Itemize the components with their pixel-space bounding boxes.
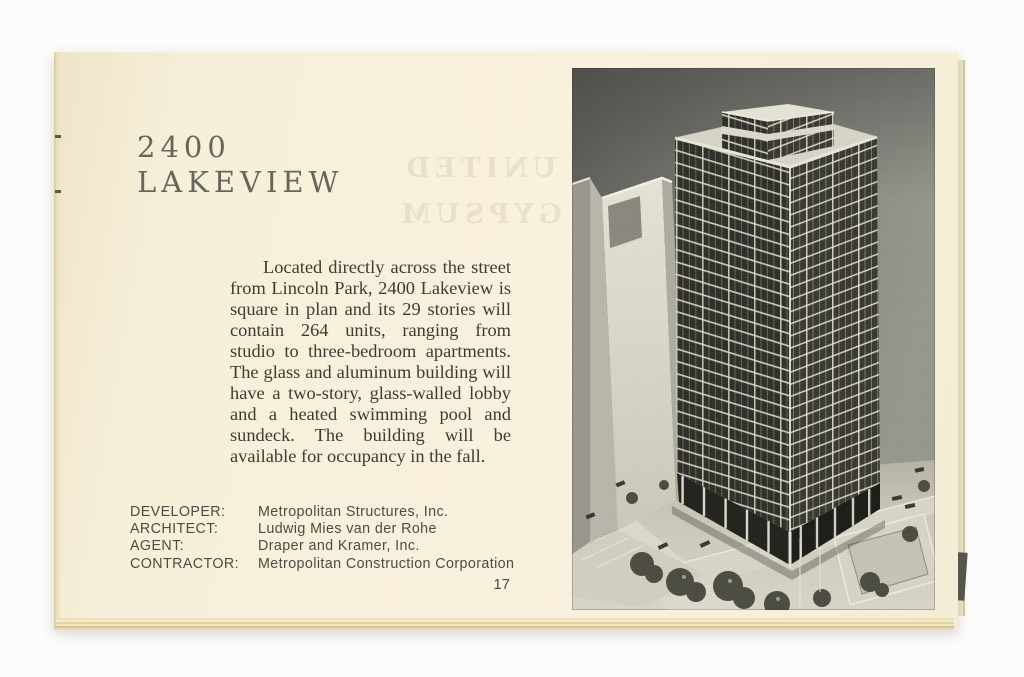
title-line-name: LAKEVIEW (137, 165, 344, 199)
page-number: 17 (493, 576, 510, 593)
credit-value: Ludwig Mies van der Rohe (258, 521, 437, 538)
credits-block (130, 504, 514, 573)
booklet-page (54, 52, 958, 630)
ghost-line-1: UNITED (401, 153, 557, 184)
credit-label: DEVELOPER: (130, 504, 226, 520)
halftone-grain (572, 68, 935, 610)
credit-value: Metropolitan Construction Corporation (258, 555, 515, 572)
booklet-spine (54, 52, 62, 630)
credit-label: AGENT: (130, 538, 185, 555)
credit-label: ARCHITECT: (130, 521, 219, 538)
page-bottom-edges (56, 615, 954, 630)
building-model-photo (572, 68, 935, 610)
credit-value: Metropolitan Structures, Inc. (258, 504, 449, 520)
description-paragraph: Located directly across the street from Lincoln Park, 2400 Lakeview is square in plan and its 29 stories will contain 264 units, ranging from studio to three-bedroom apartments. The glass and aluminum building will have a two-story, glass-walled lobby and a heated swimming pool and sundeck. The building will be available for occupancy in the fall. (230, 257, 511, 467)
credit-row-agent (130, 538, 514, 555)
page-title (137, 130, 343, 200)
model-photo-illustration (572, 68, 935, 610)
credit-row-contractor (130, 556, 514, 573)
staple-mark (55, 135, 61, 138)
credit-row-developer (130, 504, 514, 521)
credit-row-architect (130, 521, 514, 538)
title-line-address: 2400 (137, 130, 231, 164)
credit-value: Draper and Kramer, Inc. (258, 538, 420, 555)
credit-label: CONTRACTOR: (130, 555, 239, 572)
staple-mark (55, 190, 61, 193)
ghost-line-2: GYPSUM (396, 199, 562, 230)
showthrough-ghost-text (384, 146, 574, 238)
